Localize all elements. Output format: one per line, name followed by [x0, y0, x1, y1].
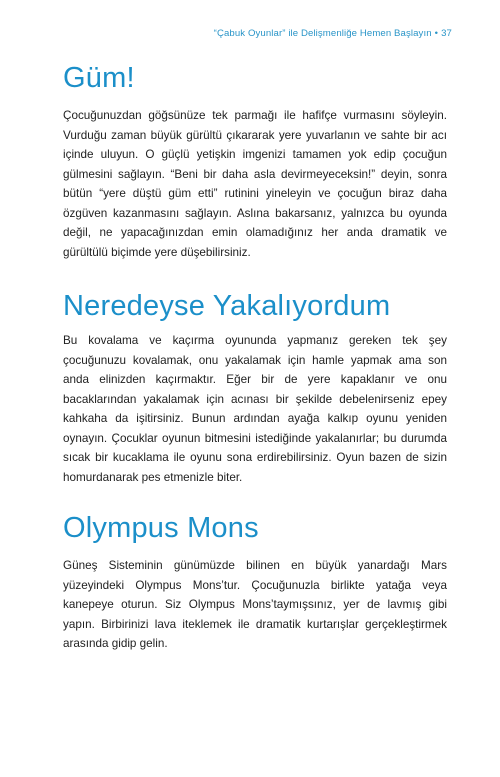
section-gum — [63, 64, 447, 93]
section-title: Neredeyse Yakalıyordum — [63, 290, 391, 322]
section-paragraph: Bu kovalama ve kaçırma oyununda yapmanız gereken tek şey çocuğunuzu kovalamak, onu yakalamak için hamle yapmak ama son anda elinizden kaçırmaktır. Eğer bir de yere kapaklanır ve onu bacaklarından yakalamak için acınası bir şekilde debelenirseniz epey kahkaha da işitirsiniz. Bunun ardından ayağa kalkıp oyunu yeniden oynayın. Çocuklar oyunun bitmesini istediğinde yakalanırlar; bu durumda sıcak bir kucaklama ile oyunu sona erdirebilirsiniz. Oyun bazen de sizin homurdanarak pes etmenizle biter. — [63, 334, 447, 484]
running-header-separator: • — [434, 28, 439, 39]
running-header — [214, 28, 452, 39]
section-title: Güm! — [63, 62, 135, 94]
section-olympus-mons-body — [63, 556, 447, 654]
section-neredeyse-yakaliyordum-body — [63, 331, 447, 487]
section-gum-body — [63, 106, 447, 262]
section-neredeyse-yakaliyordum — [63, 292, 447, 321]
running-header-title: “Çabuk Oyunlar” ile Delişmenliğe Hemen Başlayın — [213, 28, 432, 39]
section-olympus-mons — [63, 514, 447, 543]
page-number: 37 — [441, 28, 452, 39]
section-paragraph: Çocuğunuzdan göğsünüze tek parmağı ile hafifçe vurmasını söyleyin. Vurduğu zaman büyük gürültü çıkararak yere yuvarlanın ve sahte bir acı içinde uluyun. O güçlü yetişkin imgenizi tamamen yok edip çocuğun gülmesini sağlayın. “Beni bir daha asla devirmeyeceksin!” deyin, sonra bütün “yere düştü güm etti” rutinini yineleyin ve çocuğun biraz daha özgüven kazanmasını sağlayın. Aslına bakarsanız, yalnızca bu oyunda değil, ne yapacağınızdan emin olamadığınız her anda dramatik ve gürültülü biçimde yere düşebilirsiniz. — [63, 109, 447, 259]
section-title: Olympus Mons — [63, 512, 259, 544]
section-paragraph: Güneş Sisteminin günümüzde bilinen en büyük yanardağı Mars yüzeyindeki Olympus Mons’tur. Çocuğunuzla birlikte yatağa veya kanepeye oturun. Siz Olympus Mons’taymışsınız, yer de lavmış gibi yapın. Birbirinizi lava iteklemek ile dramatik kurtarışlar gerçekleştirmek arasında gidip gelin. — [63, 559, 447, 650]
